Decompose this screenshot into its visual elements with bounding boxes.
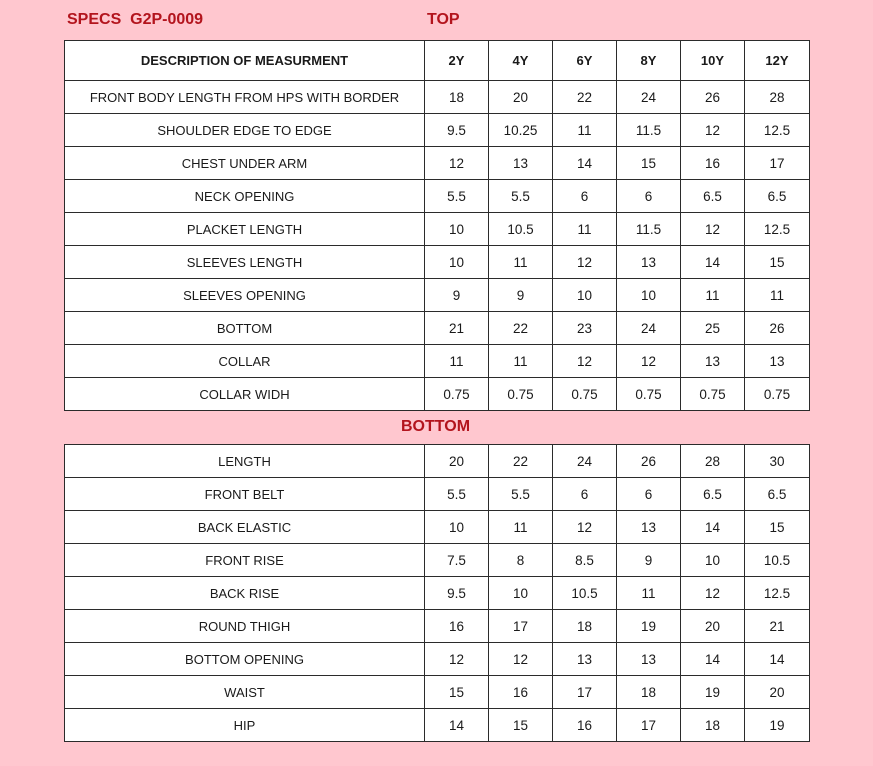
- size-value-cell: 20: [425, 445, 489, 478]
- table-row: [65, 345, 810, 378]
- size-value-cell: 10: [425, 246, 489, 279]
- size-value-cell: 11: [489, 246, 553, 279]
- size-value-cell: 10: [553, 279, 617, 312]
- size-value-cell: 6: [553, 180, 617, 213]
- size-value-cell: 16: [425, 610, 489, 643]
- table-row: [65, 378, 810, 411]
- size-value-cell: 10: [425, 511, 489, 544]
- table-row: [65, 610, 810, 643]
- size-value-cell: 13: [617, 511, 681, 544]
- size-value-cell: 30: [745, 445, 810, 478]
- size-value-cell: 12: [681, 577, 745, 610]
- measurement-description-cell: SLEEVES OPENING: [65, 279, 425, 312]
- table-row: [65, 246, 810, 279]
- size-value-cell: 9: [489, 279, 553, 312]
- measurement-description-cell: FRONT RISE: [65, 544, 425, 577]
- size-value-cell: 12Y: [745, 41, 810, 81]
- size-value-cell: 8: [489, 544, 553, 577]
- table-row: [65, 180, 810, 213]
- size-value-cell: 5.5: [489, 180, 553, 213]
- size-value-cell: 5.5: [425, 478, 489, 511]
- size-value-cell: 0.75: [745, 378, 810, 411]
- size-value-cell: 13: [681, 345, 745, 378]
- table-row: [65, 643, 810, 676]
- size-value-cell: 13: [745, 345, 810, 378]
- size-value-cell: 11: [745, 279, 810, 312]
- size-value-cell: 10.5: [745, 544, 810, 577]
- top-section-title: TOP: [427, 11, 460, 28]
- table-row: [65, 445, 810, 478]
- size-value-cell: 13: [617, 643, 681, 676]
- size-value-cell: 18: [681, 709, 745, 742]
- size-value-cell: 11: [425, 345, 489, 378]
- size-value-cell: 12: [425, 147, 489, 180]
- size-value-cell: 12: [425, 643, 489, 676]
- table-row: [65, 312, 810, 345]
- size-value-cell: 6: [553, 478, 617, 511]
- size-value-cell: 10.5: [553, 577, 617, 610]
- size-value-cell: 14: [681, 246, 745, 279]
- size-value-cell: 20: [745, 676, 810, 709]
- size-value-cell: 25: [681, 312, 745, 345]
- size-value-cell: 13: [489, 147, 553, 180]
- size-value-cell: 17: [617, 709, 681, 742]
- top-measurement-table: [64, 40, 810, 411]
- size-value-cell: 20: [681, 610, 745, 643]
- size-value-cell: 0.75: [681, 378, 745, 411]
- table-row: [65, 709, 810, 742]
- measurement-description-cell: SHOULDER EDGE TO EDGE: [65, 114, 425, 147]
- table-row: [65, 676, 810, 709]
- size-value-cell: 12: [681, 114, 745, 147]
- size-value-cell: 13: [553, 643, 617, 676]
- size-value-cell: 11: [617, 577, 681, 610]
- size-value-cell: 18: [617, 676, 681, 709]
- size-value-cell: 16: [681, 147, 745, 180]
- size-value-cell: 22: [489, 312, 553, 345]
- size-value-cell: 22: [489, 445, 553, 478]
- size-value-cell: 21: [425, 312, 489, 345]
- table-row: [65, 81, 810, 114]
- size-value-cell: 6.5: [745, 478, 810, 511]
- size-value-cell: 17: [553, 676, 617, 709]
- size-value-cell: 6.5: [681, 180, 745, 213]
- size-value-cell: 0.75: [553, 378, 617, 411]
- measurement-description-cell: FRONT BELT: [65, 478, 425, 511]
- size-value-cell: 10: [681, 544, 745, 577]
- size-value-cell: 19: [617, 610, 681, 643]
- size-value-cell: 5.5: [489, 478, 553, 511]
- size-value-cell: 24: [617, 312, 681, 345]
- table-row: [65, 511, 810, 544]
- size-value-cell: 12.5: [745, 114, 810, 147]
- size-value-cell: 26: [617, 445, 681, 478]
- size-value-cell: 19: [681, 676, 745, 709]
- size-value-cell: 0.75: [617, 378, 681, 411]
- size-value-cell: 15: [617, 147, 681, 180]
- size-value-cell: 12.5: [745, 213, 810, 246]
- size-value-cell: 5.5: [425, 180, 489, 213]
- measurement-description-cell: COLLAR WIDH: [65, 378, 425, 411]
- measurement-description-cell: CHEST UNDER ARM: [65, 147, 425, 180]
- table-row: [65, 478, 810, 511]
- size-value-cell: 10Y: [681, 41, 745, 81]
- size-value-cell: 24: [617, 81, 681, 114]
- measurement-description-cell: WAIST: [65, 676, 425, 709]
- measurement-description-cell: BACK RISE: [65, 577, 425, 610]
- size-value-cell: 6.5: [681, 478, 745, 511]
- size-value-cell: 11: [489, 345, 553, 378]
- size-value-cell: 17: [745, 147, 810, 180]
- size-value-cell: 28: [745, 81, 810, 114]
- size-value-cell: 15: [745, 511, 810, 544]
- size-value-cell: 15: [425, 676, 489, 709]
- size-value-cell: 11: [553, 114, 617, 147]
- size-value-cell: 9.5: [425, 577, 489, 610]
- size-value-cell: 12: [553, 345, 617, 378]
- size-value-cell: 18: [425, 81, 489, 114]
- measurement-description-cell: ROUND THIGH: [65, 610, 425, 643]
- size-value-cell: 18: [553, 610, 617, 643]
- size-value-cell: 10: [425, 213, 489, 246]
- size-value-cell: 20: [489, 81, 553, 114]
- size-value-cell: 6Y: [553, 41, 617, 81]
- size-value-cell: 14: [681, 511, 745, 544]
- bottom-section-title: BOTTOM: [401, 418, 471, 435]
- size-value-cell: 9: [617, 544, 681, 577]
- size-value-cell: 15: [745, 246, 810, 279]
- measurement-description-cell: SLEEVES LENGTH: [65, 246, 425, 279]
- size-value-cell: 6: [617, 478, 681, 511]
- size-value-cell: 10.5: [489, 213, 553, 246]
- size-value-cell: 16: [553, 709, 617, 742]
- bottom-measurement-table: [64, 444, 810, 742]
- size-value-cell: 15: [489, 709, 553, 742]
- size-value-cell: 6: [617, 180, 681, 213]
- measurement-description-cell: PLACKET LENGTH: [65, 213, 425, 246]
- size-value-cell: 22: [553, 81, 617, 114]
- size-value-cell: 28: [681, 445, 745, 478]
- size-value-cell: 7.5: [425, 544, 489, 577]
- size-value-cell: 8.5: [553, 544, 617, 577]
- size-value-cell: 8Y: [617, 41, 681, 81]
- size-value-cell: 0.75: [489, 378, 553, 411]
- spec-title: SPECS G2P-0009: [67, 11, 204, 28]
- size-value-cell: 12: [617, 345, 681, 378]
- size-value-cell: 14: [425, 709, 489, 742]
- table-row: [65, 279, 810, 312]
- measurement-description-cell: COLLAR: [65, 345, 425, 378]
- size-value-cell: 26: [745, 312, 810, 345]
- measurement-description-cell: BOTTOM OPENING: [65, 643, 425, 676]
- size-value-cell: 12: [489, 643, 553, 676]
- size-value-cell: 6.5: [745, 180, 810, 213]
- table-row: [65, 213, 810, 246]
- measurement-description-cell: BACK ELASTIC: [65, 511, 425, 544]
- size-value-cell: 10: [489, 577, 553, 610]
- size-value-cell: 12: [681, 213, 745, 246]
- size-value-cell: 10: [617, 279, 681, 312]
- measurement-description-cell: BOTTOM: [65, 312, 425, 345]
- size-value-cell: 12.5: [745, 577, 810, 610]
- size-value-cell: 11: [681, 279, 745, 312]
- measurement-description-cell: FRONT BODY LENGTH FROM HPS WITH BORDER: [65, 81, 425, 114]
- size-value-cell: 12: [553, 511, 617, 544]
- size-value-cell: 2Y: [425, 41, 489, 81]
- size-value-cell: 11: [489, 511, 553, 544]
- size-value-cell: 11.5: [617, 213, 681, 246]
- size-value-cell: 0.75: [425, 378, 489, 411]
- table-row: [65, 114, 810, 147]
- table-header-row: [65, 41, 810, 81]
- size-value-cell: 19: [745, 709, 810, 742]
- table-row: [65, 544, 810, 577]
- size-value-cell: 21: [745, 610, 810, 643]
- measurement-description-cell: NECK OPENING: [65, 180, 425, 213]
- size-value-cell: 14: [681, 643, 745, 676]
- size-value-cell: 24: [553, 445, 617, 478]
- size-value-cell: 9.5: [425, 114, 489, 147]
- table-row: [65, 577, 810, 610]
- size-value-cell: 14: [553, 147, 617, 180]
- size-value-cell: 13: [617, 246, 681, 279]
- size-value-cell: 16: [489, 676, 553, 709]
- size-value-cell: 10.25: [489, 114, 553, 147]
- measurement-description-cell: DESCRIPTION OF MEASURMENT: [65, 41, 425, 81]
- size-value-cell: 17: [489, 610, 553, 643]
- size-value-cell: 4Y: [489, 41, 553, 81]
- size-value-cell: 23: [553, 312, 617, 345]
- size-value-cell: 11: [553, 213, 617, 246]
- size-value-cell: 14: [745, 643, 810, 676]
- table-row: [65, 147, 810, 180]
- size-value-cell: 12: [553, 246, 617, 279]
- size-value-cell: 26: [681, 81, 745, 114]
- measurement-description-cell: HIP: [65, 709, 425, 742]
- measurement-description-cell: LENGTH: [65, 445, 425, 478]
- size-value-cell: 11.5: [617, 114, 681, 147]
- size-value-cell: 9: [425, 279, 489, 312]
